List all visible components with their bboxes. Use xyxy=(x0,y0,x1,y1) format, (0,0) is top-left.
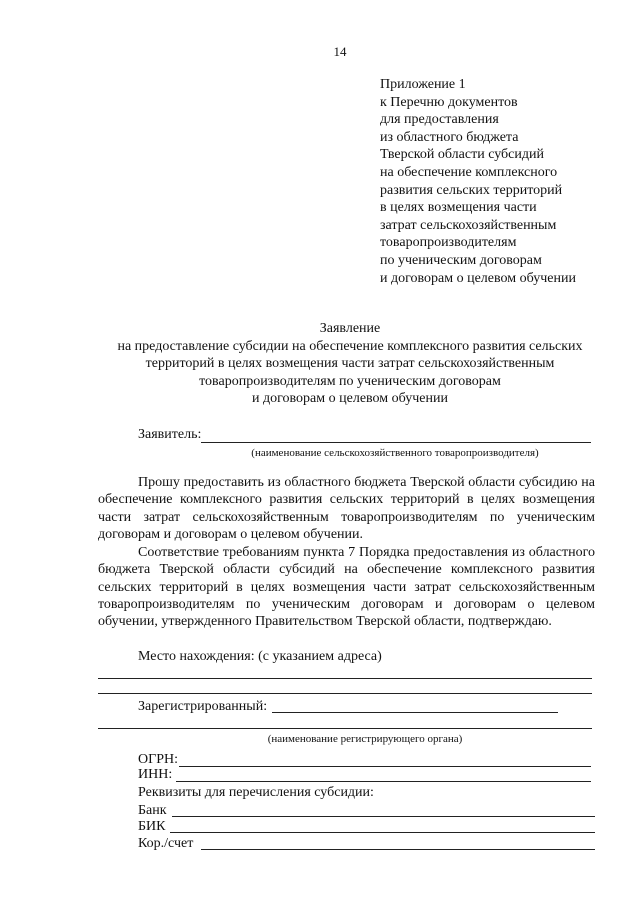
title-line: на предоставление субсидии на обеспечение комплексного развития сельских xyxy=(117,338,583,354)
appendix-line: товаропроизводителям xyxy=(380,235,517,251)
bank-field[interactable] xyxy=(172,816,595,817)
location-field-line-2[interactable] xyxy=(98,693,592,694)
bik-field[interactable] xyxy=(170,832,595,833)
kor-account-label: Кор./счет xyxy=(138,836,194,851)
applicant-label: Заявитель: xyxy=(138,427,202,442)
registered-field[interactable] xyxy=(272,712,558,713)
location-field-line-1[interactable] xyxy=(98,678,592,679)
ogrn-label: ОГРН: xyxy=(138,752,178,767)
title-line: территорий в целях возмещения части затрат сельскохозяйственным xyxy=(145,356,555,371)
inn-label: ИНН: xyxy=(138,767,173,782)
appendix-line: в целях возмещения части xyxy=(380,200,537,216)
appendix-line: и договорам о целевом обучении xyxy=(380,270,576,286)
document-title xyxy=(60,320,640,408)
bik-label: БИК xyxy=(138,819,166,834)
appendix-line: затрат сельскохозяйственным xyxy=(380,217,557,233)
title-heading: Заявление xyxy=(319,321,381,336)
appendix-line: из областного бюджета xyxy=(380,129,519,145)
applicant-caption: (наименование сельскохозяйственного товаропроизводителя) xyxy=(251,447,539,459)
paragraph-compliance: Соответствие требованиям пункта 7 Порядка предоставления из областного бюджета Тверской области субсидий на обеспечение комплексного развития сельских территорий в целях возмещения части затрат сельскохозяйственным товаропроизводителям по ученическим договорам и договорам о целевом обучении, утвержденного Правительством Тверской области, подтверждаю. xyxy=(98,545,595,630)
paragraph-request: Прошу предоставить из областного бюджета Тверской области субсидию на обеспечение комплексного развития сельских территорий в целях возмещения части затрат сельскохозяйственным товаропроизводителям по ученическим договорам и договорам о целевом обучении. xyxy=(98,475,595,542)
page-number: 14 xyxy=(333,44,347,59)
bank-label: Банк xyxy=(138,803,167,818)
appendix-line: Тверской области субсидий xyxy=(380,147,544,163)
applicant-field[interactable] xyxy=(201,442,591,443)
requisites-label: Реквизиты для перечисления субсидии: xyxy=(138,785,374,800)
appendix-line: к Перечню документов xyxy=(380,94,518,110)
ogrn-field[interactable] xyxy=(179,766,591,767)
appendix-line: Приложение 1 xyxy=(380,77,466,92)
registered-field-line-2[interactable] xyxy=(98,728,592,729)
inn-field[interactable] xyxy=(176,781,591,782)
title-line: и договорам о целевом обучении xyxy=(252,391,448,406)
appendix-line: развития сельских территорий xyxy=(380,182,563,198)
appendix-line: на обеспечение комплексного xyxy=(380,164,558,180)
appendix-line: для предоставления xyxy=(380,112,499,128)
registered-caption: (наименование регистрирующего органа) xyxy=(267,733,463,745)
location-label: Место нахождения: (с указанием адреса) xyxy=(138,649,382,664)
title-line: товаропроизводителям по ученическим договорам xyxy=(199,373,501,389)
kor-account-field[interactable] xyxy=(201,849,595,850)
appendix-line: по ученическим договорам xyxy=(380,252,542,268)
appendix-block xyxy=(380,76,576,287)
registered-label: Зарегистрированный: xyxy=(138,699,268,714)
